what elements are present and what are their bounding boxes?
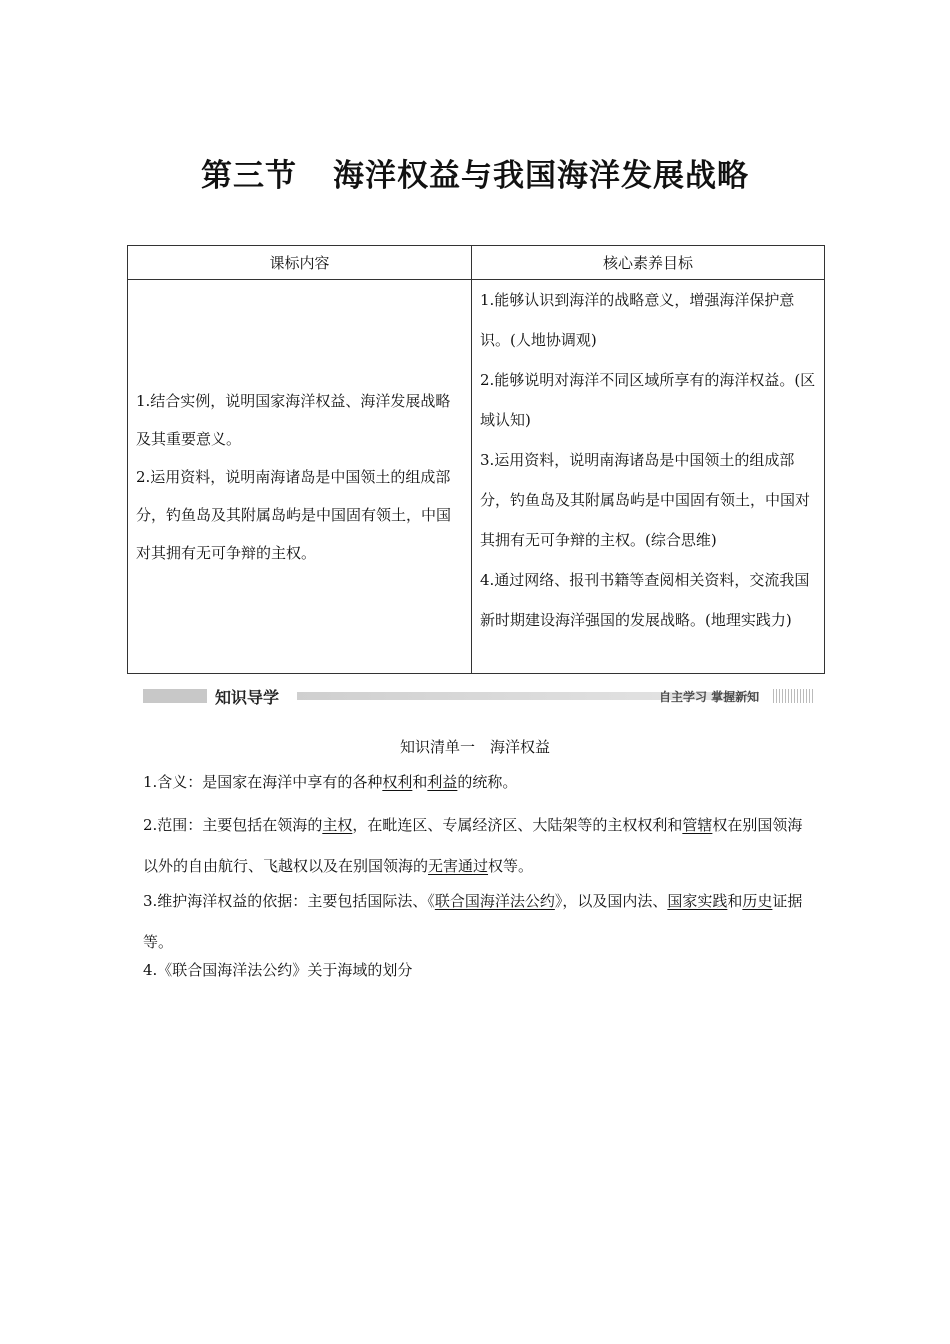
banner-left-bar bbox=[143, 689, 207, 703]
curriculum-item: 1.结合实例，说明国家海洋权益、海洋发展战略及其重要意义。 bbox=[136, 391, 451, 448]
goal-item: 4.通过网络、报刊书籍等查阅相关资料，交流我国新时期建设海洋强国的发展战略。(地理实践力) bbox=[480, 571, 810, 629]
underlined-term: 国家实践 bbox=[667, 892, 728, 910]
goal-item: 2.能够说明对海洋不同区域所享有的海洋权益。(区域认知) bbox=[480, 371, 816, 429]
underlined-term: 主权 bbox=[322, 816, 353, 834]
header-core-literacy-goals: 核心素养目标 bbox=[472, 246, 825, 280]
underlined-term: 无害通过 bbox=[428, 857, 489, 875]
item-4: 4.《联合国海洋法公约》关于海域的划分 bbox=[143, 961, 413, 979]
item-text: 3.维护海洋权益的依据：主要包括国际法、《 bbox=[143, 892, 435, 910]
item-text: 2.范围：主要包括在领海的 bbox=[143, 816, 323, 834]
item-text: 和 bbox=[727, 892, 743, 910]
underlined-term: 联合国海洋法公约 bbox=[434, 892, 555, 910]
item-text: 》，以及国内法、 bbox=[554, 892, 668, 910]
underlined-term: 历史 bbox=[742, 892, 773, 910]
item-3 bbox=[143, 881, 815, 963]
item-text: 权在别国领海以外的自由航行、飞越权以及在别国领海的 bbox=[143, 816, 803, 875]
item-text: 的统称。 bbox=[457, 773, 518, 791]
item-text: 和 bbox=[412, 773, 428, 791]
item-text: 1.含义：是国家在海洋中享有的各种 bbox=[143, 773, 383, 791]
item-text: 证据等。 bbox=[143, 892, 803, 951]
curriculum-item: 2.运用资料，说明南海诸岛是中国领土的组成部分，钓鱼岛及其附属岛屿是中国固有领土，中国对其拥有无可争辩的主权。 bbox=[136, 467, 452, 562]
page-title bbox=[0, 150, 950, 195]
banner-right-label: 自主学习 掌握新知 bbox=[659, 690, 760, 704]
goal-item: 3.运用资料，说明南海诸岛是中国领土的组成部分，钓鱼岛及其附属岛屿是中国固有领土，中国对其拥有无可争辩的主权。(综合思维) bbox=[480, 451, 811, 549]
core-goals-cell bbox=[472, 280, 825, 674]
curriculum-content-cell bbox=[128, 280, 472, 674]
item-1 bbox=[143, 770, 815, 794]
underlined-term: 管辖 bbox=[682, 816, 713, 834]
banner-stripes bbox=[773, 689, 815, 703]
banner-label: 知识导学 bbox=[215, 688, 280, 707]
item-2 bbox=[143, 805, 815, 887]
section-title: 知识清单一 海洋权益 bbox=[399, 738, 550, 756]
item-text: 权等。 bbox=[488, 857, 534, 875]
item-text: ，在毗连区、专属经济区、大陆架等的主权权利和 bbox=[352, 816, 683, 834]
section-name: 海洋权益与我国海洋发展战略 bbox=[333, 158, 749, 194]
goal-item: 1.能够认识到海洋的战略意义，增强海洋保护意识。(人地协调观) bbox=[480, 291, 795, 349]
underlined-term: 权利 bbox=[382, 773, 413, 791]
underlined-term: 利益 bbox=[427, 773, 458, 791]
header-curriculum-content: 课标内容 bbox=[128, 246, 472, 280]
section-number: 第三节 bbox=[201, 158, 297, 194]
knowledge-guide-banner bbox=[143, 688, 815, 706]
curriculum-goals-table bbox=[127, 245, 825, 674]
